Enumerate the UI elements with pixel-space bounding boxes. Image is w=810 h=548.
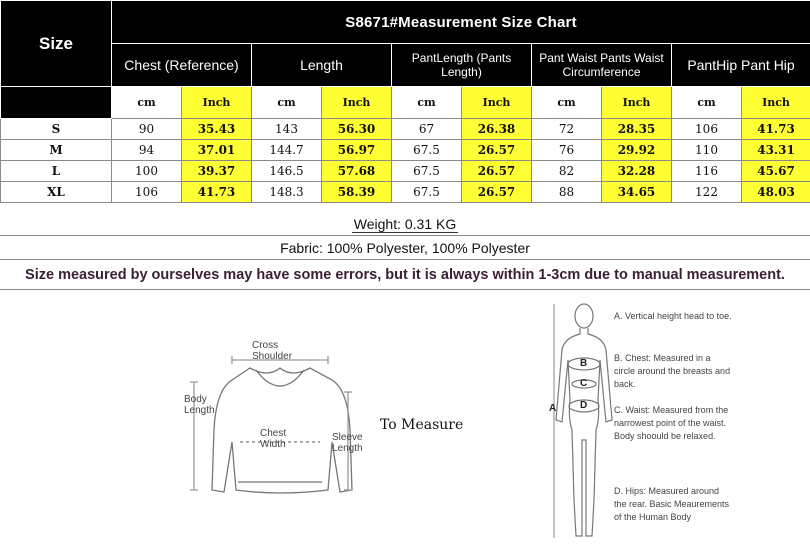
size-label: M bbox=[1, 140, 112, 161]
table-cell: 72 bbox=[532, 119, 602, 140]
table-cell: 90 bbox=[112, 119, 182, 140]
sleeve-length-label: Sleeve Length bbox=[332, 432, 363, 454]
figure-letter-a: A bbox=[549, 403, 557, 414]
size-chart-table bbox=[0, 0, 810, 203]
table-cell: 110 bbox=[672, 140, 742, 161]
table-cell: 32.28 bbox=[602, 161, 672, 182]
table-cell: 122 bbox=[672, 182, 742, 203]
unit-row-corner bbox=[1, 87, 112, 119]
table-cell: 94 bbox=[112, 140, 182, 161]
table-cell: 57.68 bbox=[322, 161, 392, 182]
unit-inch: Inch bbox=[182, 87, 252, 119]
table-cell: 58.39 bbox=[322, 182, 392, 203]
table-cell: 35.43 bbox=[182, 119, 252, 140]
unit-row bbox=[1, 87, 810, 119]
table-cell: 148.3 bbox=[252, 182, 322, 203]
column-header-pant-length: PantLength (Pants Length) bbox=[392, 44, 532, 87]
table-cell: 67.5 bbox=[392, 140, 462, 161]
body-figure-sketch bbox=[548, 300, 620, 545]
table-cell: 26.57 bbox=[462, 161, 532, 182]
column-header-pant-waist: Pant Waist Pants Waist Circumference bbox=[532, 44, 672, 87]
column-header-pant-hip: PantHip Pant Hip bbox=[672, 44, 810, 87]
weight-line bbox=[0, 212, 810, 236]
unit-cm: cm bbox=[112, 87, 182, 119]
table-cell: 67 bbox=[392, 119, 462, 140]
unit-inch: Inch bbox=[742, 87, 810, 119]
table-cell: 56.97 bbox=[322, 140, 392, 161]
table-cell: 56.30 bbox=[322, 119, 392, 140]
table-cell: 41.73 bbox=[182, 182, 252, 203]
chest-width-label: Chest Width bbox=[260, 428, 287, 450]
body-length-label: Body Length bbox=[184, 394, 215, 416]
fabric-text: Fabric: 100% Polyester, 100% Polyester bbox=[0, 236, 810, 260]
table-cell: 43.31 bbox=[742, 140, 810, 161]
note-c: C. Waist: Measured from the narrowest point of the waist. Body shoould be relaxed. bbox=[614, 405, 729, 441]
unit-inch: Inch bbox=[602, 87, 672, 119]
table-cell: 144.7 bbox=[252, 140, 322, 161]
table-cell: 146.5 bbox=[252, 161, 322, 182]
table-cell: 28.35 bbox=[602, 119, 672, 140]
column-header-length: Length bbox=[252, 44, 392, 87]
figure-letter-c: C bbox=[580, 378, 588, 389]
unit-inch: Inch bbox=[462, 87, 532, 119]
measurement-diagram bbox=[0, 290, 810, 548]
to-measure-text: To Measure bbox=[380, 417, 464, 433]
table-cell: 48.03 bbox=[742, 182, 810, 203]
unit-cm: cm bbox=[532, 87, 602, 119]
table-cell: 82 bbox=[532, 161, 602, 182]
table-cell: 106 bbox=[672, 119, 742, 140]
note-a: A. Vertical height head to toe. bbox=[614, 311, 732, 321]
measurement-note: Size measured by ourselves may have some errors, but it is always within 1-3cm due to manual measurement. bbox=[0, 260, 810, 290]
table-cell: 76 bbox=[532, 140, 602, 161]
note-d: D. Hips: Measured around the rear. Basic Meaurements of the Human Body bbox=[614, 486, 730, 522]
weight-text: Weight: 0.31 KG bbox=[353, 216, 457, 232]
size-label: S bbox=[1, 119, 112, 140]
size-header: Size bbox=[1, 1, 112, 87]
chart-title: S8671#Measurement Size Chart bbox=[112, 1, 810, 44]
table-row bbox=[1, 119, 810, 140]
unit-inch: Inch bbox=[322, 87, 392, 119]
unit-cm: cm bbox=[252, 87, 322, 119]
table-cell: 34.65 bbox=[602, 182, 672, 203]
table-row bbox=[1, 140, 810, 161]
table-cell: 67.5 bbox=[392, 182, 462, 203]
table-cell: 106 bbox=[112, 182, 182, 203]
table-cell: 88 bbox=[532, 182, 602, 203]
table-cell: 26.57 bbox=[462, 140, 532, 161]
column-header-chest: Chest (Reference) bbox=[112, 44, 252, 87]
table-cell: 41.73 bbox=[742, 119, 810, 140]
size-label: L bbox=[1, 161, 112, 182]
table-cell: 100 bbox=[112, 161, 182, 182]
table-cell: 37.01 bbox=[182, 140, 252, 161]
table-cell: 39.37 bbox=[182, 161, 252, 182]
size-label: XL bbox=[1, 182, 112, 203]
table-cell: 143 bbox=[252, 119, 322, 140]
table-cell: 45.67 bbox=[742, 161, 810, 182]
unit-cm: cm bbox=[672, 87, 742, 119]
figure-letter-b: B bbox=[580, 358, 588, 369]
table-cell: 116 bbox=[672, 161, 742, 182]
table-row bbox=[1, 182, 810, 203]
table-cell: 26.38 bbox=[462, 119, 532, 140]
figure-letter-d: D bbox=[580, 400, 588, 411]
table-cell: 67.5 bbox=[392, 161, 462, 182]
unit-cm: cm bbox=[392, 87, 462, 119]
table-cell: 26.57 bbox=[462, 182, 532, 203]
table-row bbox=[1, 161, 810, 182]
cross-shoulder-label: Cross Shoulder bbox=[252, 340, 293, 362]
note-b: B. Chest: Measured in a circle around the breasts and back. bbox=[614, 353, 731, 389]
table-cell: 29.92 bbox=[602, 140, 672, 161]
